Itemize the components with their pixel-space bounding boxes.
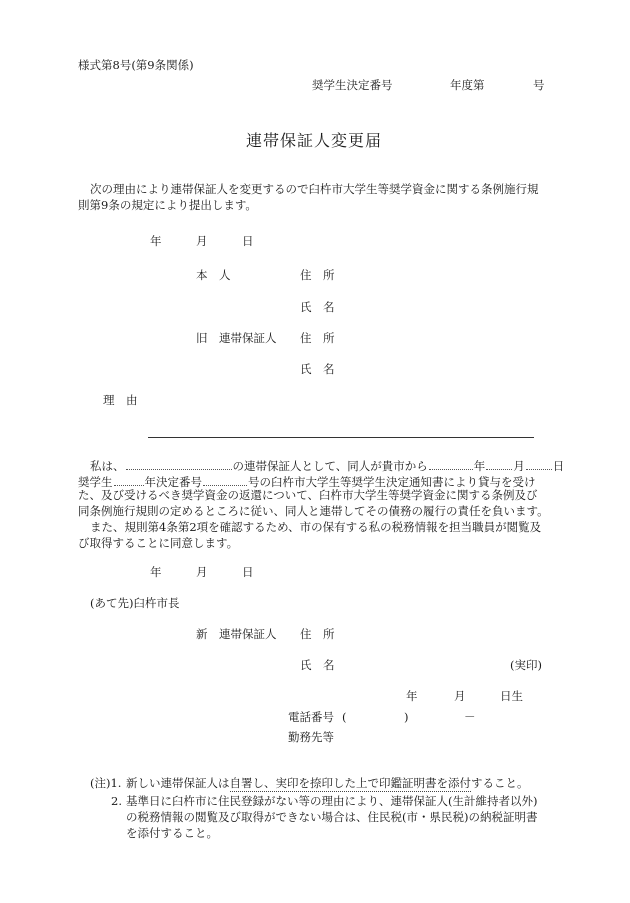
loan-day-blank xyxy=(526,458,552,470)
pledge-text: 号の臼杵市大学生等奨学生決定通知書により貸与を受け xyxy=(248,475,536,489)
applicant-label: 本 人 xyxy=(196,268,231,282)
note-1-text: 新しい連帯保証人は xyxy=(126,776,230,790)
note-2-line-1: 基準日に臼杵市に住民登録がない等の理由により、連帯保証人(生計維持者以外) xyxy=(126,794,538,808)
workplace-label: 勤務先等 xyxy=(288,730,334,744)
fiscal-year-label: 年度第 xyxy=(450,78,485,92)
birth-month-label: 月 xyxy=(454,689,466,703)
date-day-label: 日 xyxy=(242,234,254,248)
loan-year-blank xyxy=(429,458,473,470)
date2-day-label: 日 xyxy=(242,565,254,579)
note-1-text: すること。 xyxy=(471,776,529,790)
seal-mark-label: (実印) xyxy=(510,658,542,672)
phone-label: 電話番号 xyxy=(288,710,334,724)
old-guarantor-label: 旧 連帯保証人 xyxy=(196,331,277,345)
form-number: 様式第8号(第9条関係) xyxy=(78,58,194,72)
pledge-text: の連帯保証人として、同人が貴市から xyxy=(232,459,428,473)
birth-day-label: 日生 xyxy=(500,689,523,703)
pledge-text: 私は、 xyxy=(90,459,125,473)
pledge-line-1 xyxy=(90,458,564,473)
birth-year-label: 年 xyxy=(406,689,418,703)
pledge-line-6: び取得することに同意します。 xyxy=(78,536,239,550)
notes-prefix: (注)1. xyxy=(90,776,122,790)
document-title: 連帯保証人変更届 xyxy=(246,131,383,150)
pledge-month: 月 xyxy=(513,459,525,473)
pledge-day: 日 xyxy=(552,459,565,473)
decision-number-blank xyxy=(203,474,247,486)
pledge-text: 年決定番号 xyxy=(144,475,202,489)
phone-close-paren: ) xyxy=(404,710,409,724)
applicant-address-label: 住 所 xyxy=(300,268,335,282)
pledge-line-5: また、規則第4条第2項を確認するため、市の保有する私の税務情報を担当職員が閲覧及 xyxy=(90,520,542,534)
new-guarantor-name-label: 氏 名 xyxy=(300,658,335,672)
old-guarantor-name-label: 氏 名 xyxy=(300,362,335,376)
applicant-name-label: 氏 名 xyxy=(300,300,335,314)
date2-month-label: 月 xyxy=(196,565,208,579)
decision-number-label: 奨学生決定番号 xyxy=(312,78,393,92)
pledge-year: 年 xyxy=(473,459,486,473)
note-2-line-3: を添付すること。 xyxy=(126,826,218,840)
note-1 xyxy=(126,778,529,790)
note-1-emphasis: 自署し、実印を捺印した上で印鑑証明書を添付 xyxy=(229,776,471,790)
new-guarantor-address-label: 住 所 xyxy=(300,627,335,641)
old-guarantor-address-label: 住 所 xyxy=(300,331,335,345)
phone-dash: － xyxy=(464,710,476,724)
intro-line-2: 則第9条の規定により提出します。 xyxy=(78,198,257,212)
scholar-year-blank xyxy=(114,474,144,486)
reason-line xyxy=(148,437,534,438)
phone-open-paren: ( xyxy=(342,710,347,724)
pledge-text: 奨学生 xyxy=(78,475,113,489)
date2-year-label: 年 xyxy=(150,565,162,579)
pledge-line-4: 同条例施行規則の定めるところに従い、同人と連帯してその債務の履行の責任を負います。 xyxy=(78,504,549,518)
reason-label: 理 由 xyxy=(103,393,138,407)
date-month-label: 月 xyxy=(196,234,208,248)
date-year-label: 年 xyxy=(150,234,162,248)
intro-line-1: 次の理由により連帯保証人を変更するので臼杵市大学生等奨学資金に関する条例施行規 xyxy=(90,182,539,196)
loan-month-blank xyxy=(486,458,512,470)
note-2-line-2: の税務情報の閲覧及び取得ができない場合は、住民税(市・県民税)の納税証明書 xyxy=(126,810,538,824)
applicant-name-blank xyxy=(126,458,232,470)
addressee: (あて先)臼杵市長 xyxy=(90,596,180,610)
number-suffix: 号 xyxy=(533,78,545,92)
pledge-line-3: た、及び受けるべき奨学資金の返還について、臼杵市大学生等奨学資金に関する条例及び xyxy=(78,488,538,502)
note-2-number: 2. xyxy=(111,794,122,808)
new-guarantor-label: 新 連帯保証人 xyxy=(196,627,277,641)
pledge-line-2 xyxy=(78,474,536,489)
